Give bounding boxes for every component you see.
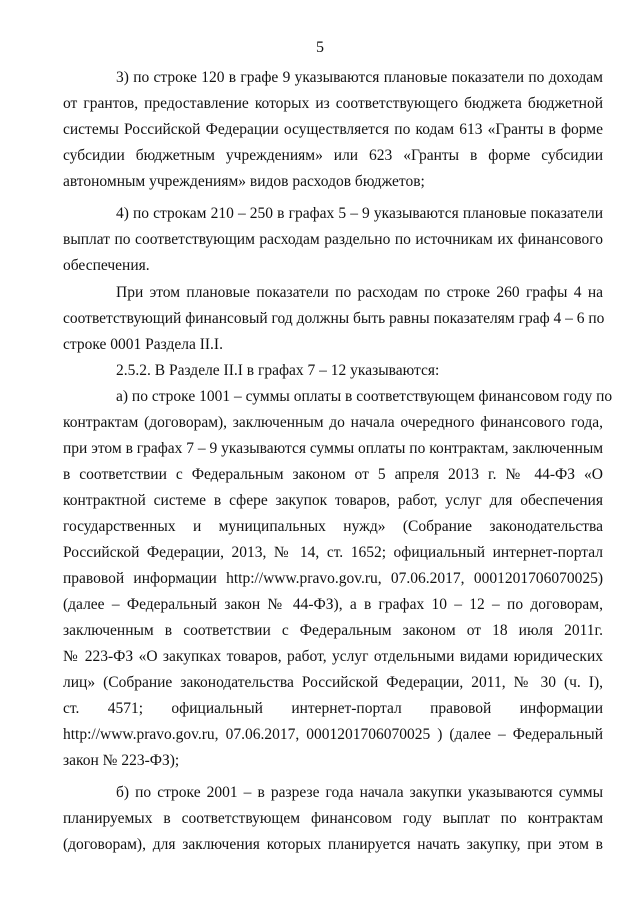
text-line: а) по строке 1001 – суммы оплаты в соответствующем финансовом году по [116,388,613,405]
text-line: б) по строке 2001 – в разрезе года начала закупки указываются суммы [116,784,603,801]
text-line: контрактной системе в сфере закупок товаров, работ, услуг для обеспечения [63,492,603,509]
text-line: государственных и муниципальных нужд» (Собрание законодательства [63,518,603,535]
text-line: от грантов, предоставление которых из соответствующего бюджета бюджетной [63,95,603,112]
section-heading: 2.5.2. В Разделе II.I в графах 7 – 12 указываются: [116,362,440,379]
text-line: (договорам), для заключения которых планируется начать закупку, при этом в [63,836,603,853]
page-number: 5 [316,39,324,56]
text-line: субсидии бюджетным учреждениям» или 623 «Гранты в форме субсидии [63,147,603,164]
text-line: контрактам (договорам), заключенным до начала очередного финансового года, [63,414,603,431]
text-line: 3) по строке 120 в графе 9 указываются плановые показатели по доходам [116,69,603,86]
text-line: (далее – Федеральный закон № 44-ФЗ), а в графах 10 – 12 – по договорам, [63,596,603,613]
text-line: автономным учреждениям» видов расходов бюджетов; [63,173,425,190]
text-line: лиц» (Собрание законодательства Российской Федерации, 2011, № 30 (ч. I), [63,674,603,691]
text-line: При этом плановые показатели по расходам по строке 260 графы 4 на [116,284,603,301]
text-line: обеспечения. [63,257,150,274]
text-line: строке 0001 Раздела II.I. [63,336,223,353]
text-line: закон № 223-ФЗ); [63,752,180,769]
text-line: ст. 4571; официальный интернет-портал правовой информации [63,700,603,717]
text-line: Российской Федерации, 2013, № 14, ст. 1652; официальный интернет-портал [63,544,603,561]
text-line: № 223-ФЗ «О закупках товаров, работ, услуг отдельными видами юридических [63,648,603,665]
text-line: правовой информации http://www.pravo.gov.ru, 07.06.2017, 0001201706070025) [63,570,603,587]
text-line: 4) по строкам 210 – 250 в графах 5 – 9 указываются плановые показатели [116,205,603,222]
text-line: выплат по соответствующим расходам раздельно по источникам их финансового [63,231,603,248]
text-line: http://www.pravo.gov.ru, 07.06.2017, 0001201706070025 ) (далее – Федеральный [63,726,603,743]
text-line: заключенным в соответствии с Федеральным законом от 18 июля 2011г. [63,622,603,639]
text-line: системы Российской Федерации осуществляется по кодам 613 «Гранты в форме [63,121,603,138]
text-line: в соответствии с Федеральным законом от 5 апреля 2013 г. № 44-ФЗ «О [63,466,603,483]
text-line: при этом в графах 7 – 9 указываются суммы оплаты по контрактам, заключенным [63,440,604,457]
text-line: планируемых в соответствующем финансовом году выплат по контрактам [63,810,603,827]
text-line: соответствующий финансовый год должны быть равны показателям граф 4 – 6 по [63,310,605,327]
